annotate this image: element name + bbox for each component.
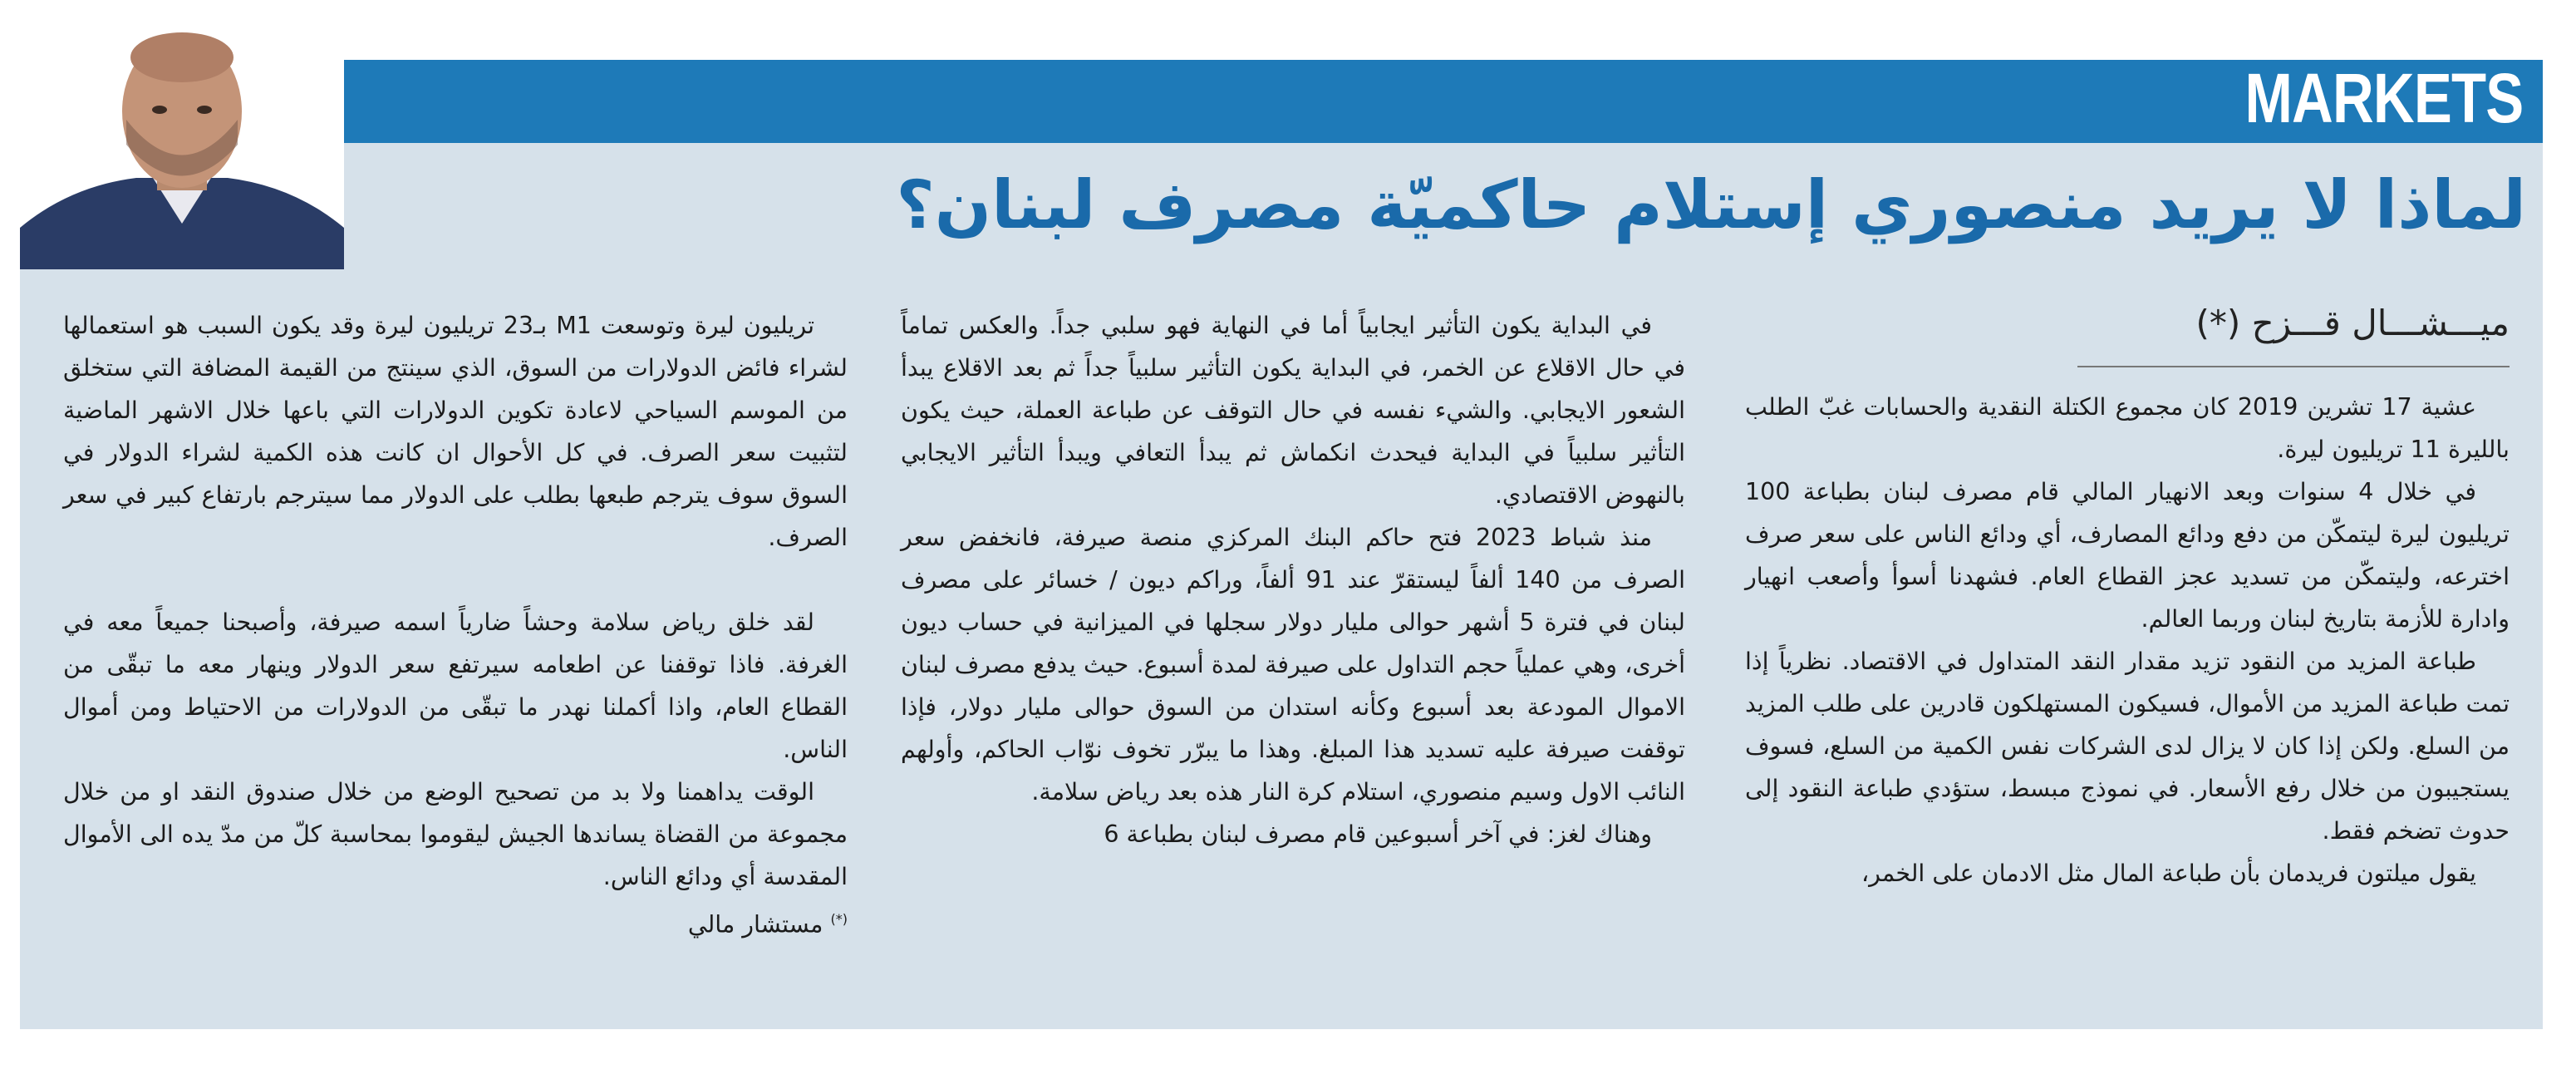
section-banner: [20, 60, 2543, 143]
article-column-3: [63, 304, 848, 946]
paragraph: لقد خلق رياض سلامة وحشاً ضارياً اسمه صيرفة، وأصبحنا جميعاً معه في الغرفة. فاذا توقفنا عن اطعامه سيرتفع سعر الدولار وينهار معه ما تبقّى من القطاع العام، واذا أكملنا نهدر ما تبقّى من الدولارات من الاحتياط ومن أموال الناس.: [63, 609, 848, 763]
paragraph: يقول ميلتون فريدمان بأن طباعة المال مثل الادمان على الخمر،: [1861, 860, 2476, 887]
section-label: MARKETS: [2244, 59, 2523, 137]
author-signature: [63, 898, 848, 946]
paragraph: وهناك لغز: في آخر أسبوعين قام مصرف لبنان بطباعة 6: [1104, 820, 1652, 848]
paragraph: تريليون ليرة وتوسعت M1 بـ23 تريليون ليرة وقد يكون السبب هو استعمالها لشراء فائض الدولارات من السوق، الذي سينتج من القيمة المضافة التي ستخلق من الموسم السياحي لاعادة تكوين الدولارات التي باعها خلال الاشهر الماضية لتثبيت سعر الصرف. في كل الأحوال ان كانت هذه الكمية لشراء الدولار في السوق سوف يترجم طبعها بطلب على الدولار مما سيترجم بارتفاع كبير في سعر الصرف.: [63, 312, 848, 551]
signature-mark: (*): [830, 911, 848, 927]
article-column-2: [901, 304, 1685, 855]
paragraph: منذ شباط 2023 فتح حاكم البنك المركزي منصة صيرفة، فانخفض سعر الصرف من 140 ألفاً ليستقرّ عند 91 ألفاً، وراكم ديون / خسائر على مصرف لبنان في فترة 5 أشهر حوالى مليار دولار سجلها في الميزانية في حساب ديون أخرى، وهي عملياً حجم التداول على صيرفة لمدة أسبوع. حيث يدفع مصرف لبنان الاموال المودعة بعد أسبوع وكأنه استدان من السوق حوالى مليار دولار، فإذا توقفت صيرفة عليه تسديد هذا المبلغ. وهذا ما يبرّر تخوف نوّاب الحاكم، وأولهم النائب الاول وسيم منصوري، استلام كرة النار هذه بعد رياض سلامة.: [901, 524, 1685, 806]
paragraph: الوقت يداهمنا ولا بد من تصحيح الوضع من خلال صندوق النقد او من خلال مجموعة من القضاة يساندها الجيش ليقوموا بمحاسبة كلّ من مدّ يده الى الأموال المقدسة أي ودائع الناس.: [63, 778, 848, 890]
paragraph: في خلال 4 سنوات وبعد الانهيار المالي قام مصرف لبنان بطباعة 100 تريليون ليرة ليتمكّن من دفع ودائع المصارف، أي ودائع الناس على سعر صرف اخترعه، وليتمكّن من تسديد عجز القطاع العام. فشهدنا أسوأ وأصعب انهيار وادارة للأزمة بتاريخ لبنان وربما العالم.: [1745, 478, 2510, 633]
author-photo: [20, 20, 344, 269]
headline: لماذا لا يريد منصوري إستلام حاكميّة مصرف لبنان؟: [896, 166, 2526, 244]
byline-divider: [2077, 366, 2510, 367]
signature-text: مستشار مالي: [687, 910, 823, 939]
paragraph: عشية 17 تشرين 2019 كان مجموع الكتلة النقدية والحسابات غبّ الطلب بالليرة 11 تريليون ليرة.: [1745, 393, 2510, 463]
paragraph: طباعة المزيد من النقود تزيد مقدار النقد المتداول في الاقتصاد. نظرياً إذا تمت طباعة المزيد من الأموال، فسيكون المستهلكون قادرين على طلب المزيد من السلع. ولكن إذا كان لا يزال لدى الشركات نفس الكمية من السلع، فسوف يستجيبون من خلال رفع الأسعار. في نموذج مبسط، ستؤدي طباعة النقود إلى حدوث تضخم فقط.: [1745, 648, 2510, 845]
article-column-1: [1745, 386, 2510, 894]
byline: ميـــشـــال قـــزح (*): [2195, 303, 2510, 343]
paragraph: في البداية يكون التأثير ايجابياً أما في النهاية فهو سلبي جداً. والعكس تماماً في حال الاقلاع عن الخمر، في البداية يكون التأثير سلبياً جداً ثم بعد الاقلاع يبدأ الشعور الايجابي. والشيء نفسه في حال التوقف عن طباعة العملة، حيث يكون التأثير سلبياً في البداية فيحدث انكماش ثم يبدأ التعافي ويبدأ التأثير الايجابي بالنهوض الاقتصادي.: [901, 312, 1685, 509]
author-portrait-image: [20, 20, 344, 269]
